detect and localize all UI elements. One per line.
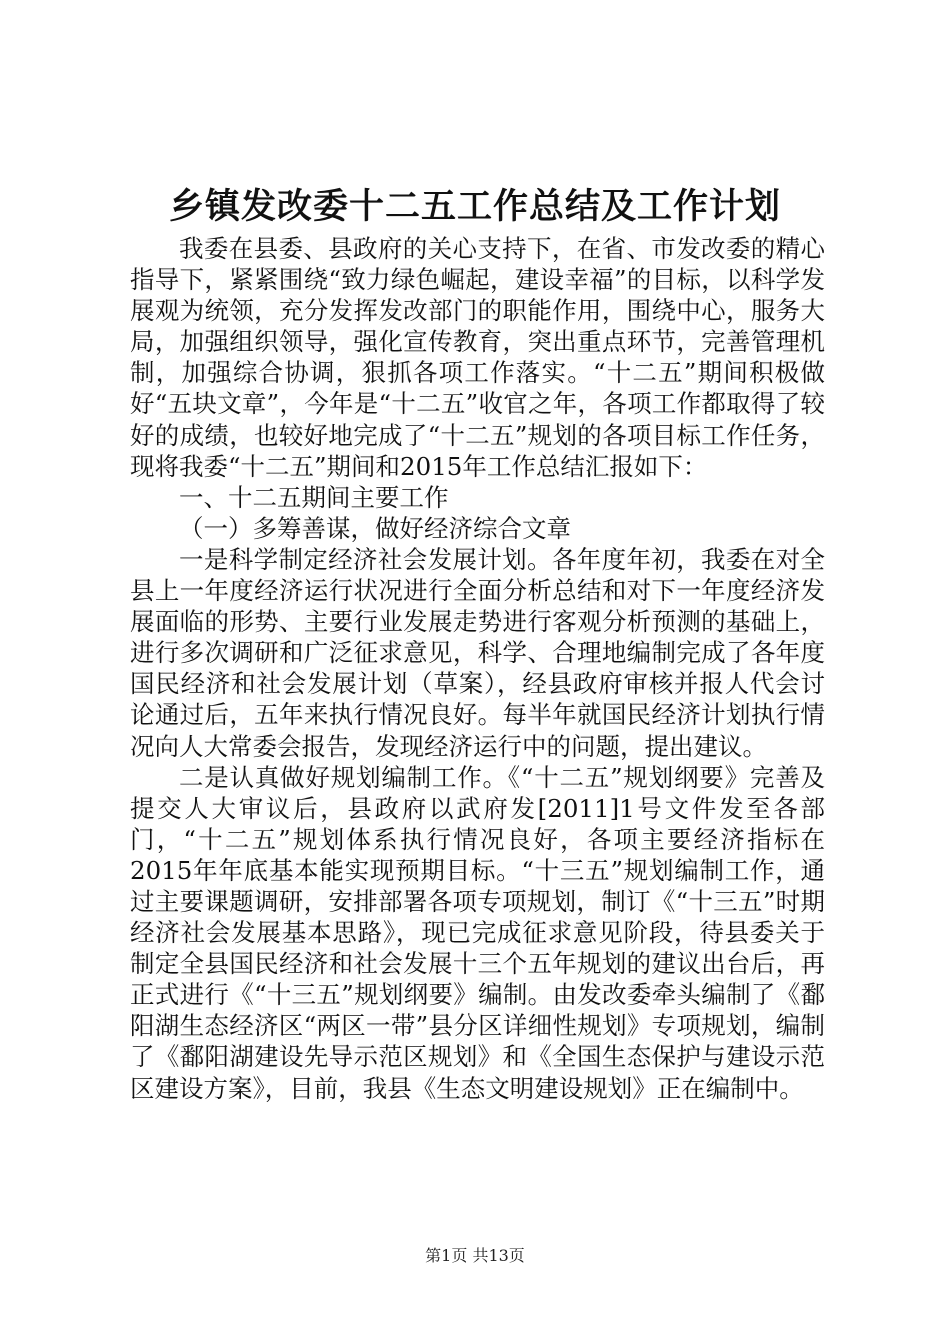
section-heading: 一、十二五期间主要工作 [179, 482, 449, 512]
document-title: 乡镇发改委十二五工作总结及工作计划 [168, 186, 781, 227]
subsection-heading: （一）多筹善谋，做好经济综合文章 [179, 513, 571, 543]
document-body [130, 233, 825, 1104]
intro-paragraph: 我委在县委、县政府的关心支持下，在省、市发改委的精心指导下，紧紧围绕“致力绿色崛起，建设幸福”的目标，以科学发展观为统领，充分发挥发改部门的职能作用，围绕中心，服务大局，加强组织领导，强化宣传教育，突出重点环节，完善管理机制，加强综合协调，狠抓各项工作落实。“十二五”期间积极做好“五块文章”，今年是“十二五”收官之年，各项工作都取得了较好的成绩，也较好地完成了“十二五”规划的各项目标工作任务，现将我委“十二五”期间和2015年工作总结汇报如下： [130, 234, 825, 481]
page-footer: 第1页 共13页 [425, 1246, 525, 1265]
paragraph-planning-work: 二是认真做好规划编制工作。《“十二五”规划纲要》完善及提交人大审议后，县政府以武府发[2011]1号文件发至各部门，“十二五”规划体系执行情况良好，各项主要经济指标在2015年年底基本能实现预期目标。“十三五”规划编制工作，通过主要课题调研，安排部署各项专项规划，制订《“十三五”时期经济社会发展基本思路》，现已完成征求意见阶段，待县委关于制定全县国民经济和社会发展十三个五年规划的建议出台后，再正式进行《“十三五”规划纲要》编制。由发改委牵头编制了《鄱阳湖生态经济区“两区一带”县分区详细性规划》专项规划，编制了《鄱阳湖建设先导示范区规划》和《全国生态保护与建设示范区建设方案》，目前，我县《生态文明建设规划》正在编制中。 [130, 762, 825, 1103]
paragraph-economic-plan: 一是科学制定经济社会发展计划。各年度年初，我委在对全县上一年度经济运行状况进行全面分析总结和对下一年度经济发展面临的形势、主要行业发展走势进行客观分析预测的基础上，进行多次调研和广泛征求意见，科学、合理地编制完成了各年度国民经济和社会发展计划（草案），经县政府审核并报人代会讨论通过后，五年来执行情况良好。每半年就国民经济计划执行情况向人大常委会报告，发现经济运行中的问题，提出建议。 [130, 544, 825, 761]
